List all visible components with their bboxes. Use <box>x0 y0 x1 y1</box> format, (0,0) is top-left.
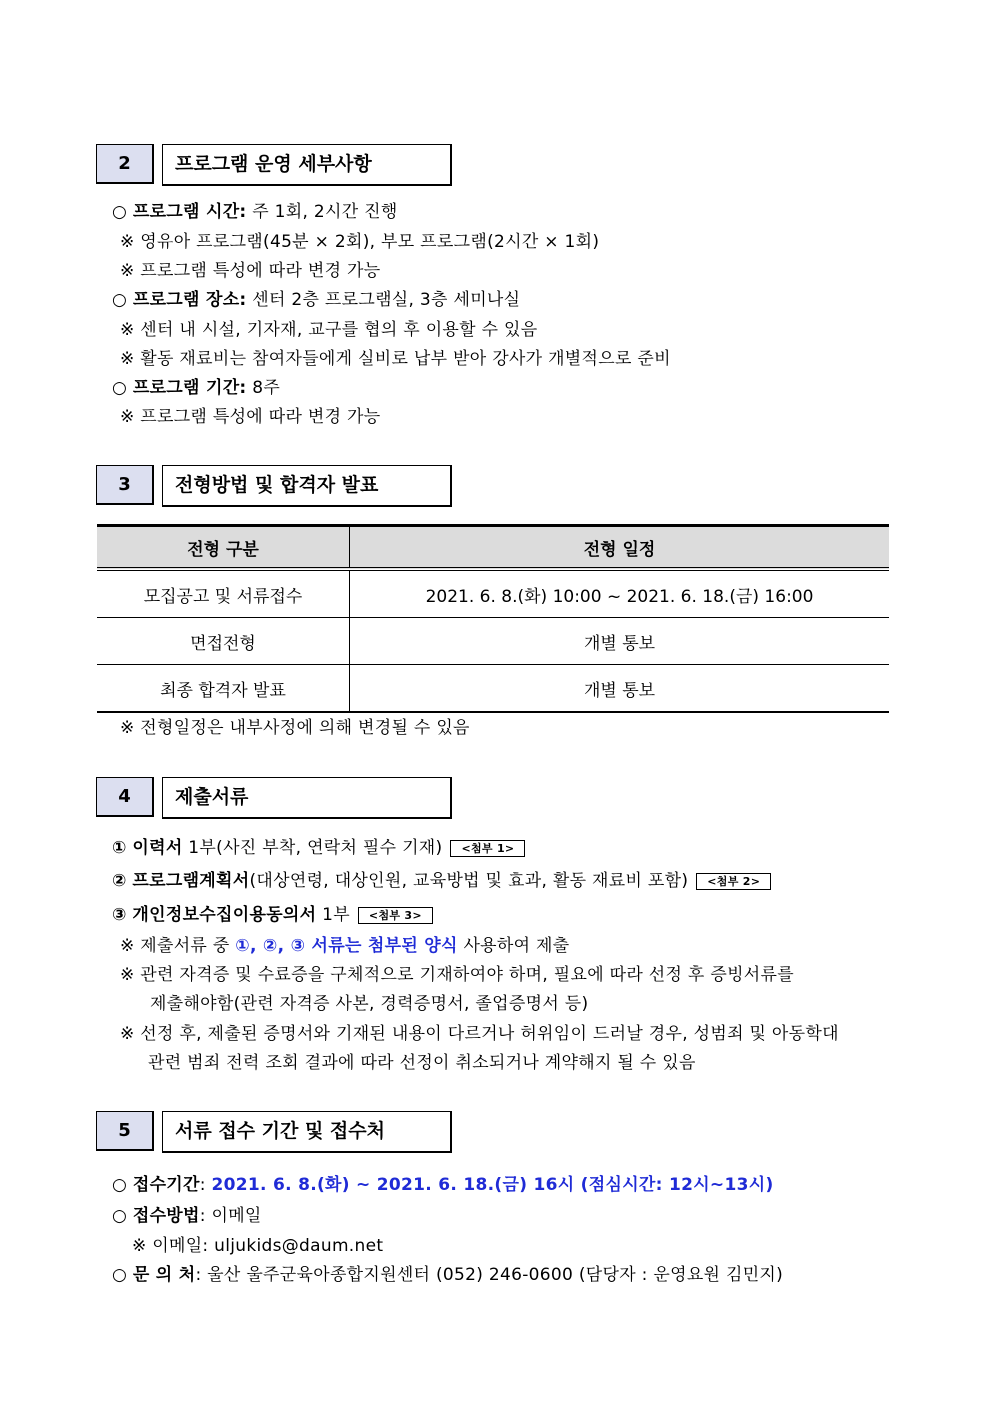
schedule-table <box>97 524 889 713</box>
table-row <box>97 569 889 618</box>
attachment-tag: <첨부 3> <box>358 907 433 924</box>
document-item: ③ 개인정보수집이용동의서 1부 <첨부 3> <box>112 900 433 925</box>
note-line: ※ 영유아 프로그램(45분 × 2회), 부모 프로그램(2시간 × 1회) <box>120 232 600 252</box>
attachment-tag: <첨부 2> <box>696 873 771 890</box>
section-title: 서류 접수 기간 및 접수처 <box>162 1111 452 1153</box>
note-line: ※ 센터 내 시설, 기자재, 교구를 협의 후 이용할 수 있음 <box>120 320 538 340</box>
note-line: 제출해야함(관련 자격증 사본, 경력증명서, 졸업증명서 등) <box>150 994 589 1014</box>
section-number: 5 <box>96 1111 154 1151</box>
note-line: ※ 제출서류 중 ①, ②, ③ 서류는 첨부된 양식 사용하여 제출 <box>120 936 570 956</box>
table-cell: 최종 합격자 발표 <box>97 665 350 713</box>
document-item: ① 이력서 1부(사진 부착, 연락처 필수 기재) <첨부 1> <box>112 833 525 858</box>
table-header: 전형 구분 <box>97 526 350 570</box>
email-note: ※ 이메일: uljukids@daum.net <box>132 1236 384 1256</box>
table-cell: 개별 통보 <box>350 618 890 665</box>
table-row <box>97 665 889 713</box>
program-time-line: ○ 프로그램 시간: 주 1회, 2시간 진행 <box>112 202 398 222</box>
table-row <box>97 618 889 665</box>
table-header-row <box>97 526 889 570</box>
program-place-line: ○ 프로그램 장소: 센터 2층 프로그램실, 3층 세미나실 <box>112 290 521 310</box>
receipt-period-line: ○ 접수기간: 2021. 6. 8.(화) ~ 2021. 6. 18.(금) 16시 (점심시간: 12시~13시) <box>112 1175 774 1195</box>
section-title: 프로그램 운영 세부사항 <box>162 144 452 186</box>
attachment-tag: <첨부 1> <box>450 840 525 857</box>
note-line: ※ 프로그램 특성에 따라 변경 가능 <box>120 261 381 281</box>
program-period-line: ○ 프로그램 기간: 8주 <box>112 378 281 398</box>
note-line: ※ 활동 재료비는 참여자들에게 실비로 납부 받아 강사가 개별적으로 준비 <box>120 349 671 369</box>
section-title: 전형방법 및 합격자 발표 <box>162 465 452 507</box>
note-line: ※ 선정 후, 제출된 증명서와 기재된 내용이 다르거나 허위임이 드러날 경우, 성범죄 및 아동학대 <box>120 1024 839 1044</box>
note-line: ※ 관련 자격증 및 수료증을 구체적으로 기재하여야 하며, 필요에 따라 선정 후 증빙서류를 <box>120 965 794 985</box>
section-number: 3 <box>96 465 154 505</box>
contact-line: ○ 문 의 처: 울산 울주군육아종합지원센터 (052) 246-0600 (담당자 : 운영요원 김민지) <box>112 1265 784 1285</box>
section-number: 4 <box>96 777 154 817</box>
table-cell: 모집공고 및 서류접수 <box>97 569 350 618</box>
document-item: ② 프로그램계획서(대상연령, 대상인원, 교육방법 및 효과, 활동 재료비 포함) <첨부 2> <box>112 866 771 891</box>
section-number: 2 <box>96 144 154 184</box>
note-line: ※ 프로그램 특성에 따라 변경 가능 <box>120 407 381 427</box>
table-cell: 2021. 6. 8.(화) 10:00 ~ 2021. 6. 18.(금) 16:00 <box>350 569 890 618</box>
section-title: 제출서류 <box>162 777 452 819</box>
schedule-note: ※ 전형일정은 내부사정에 의해 변경될 수 있음 <box>120 718 470 738</box>
table-cell: 면접전형 <box>97 618 350 665</box>
receipt-method-line: ○ 접수방법: 이메일 <box>112 1206 262 1226</box>
table-cell: 개별 통보 <box>350 665 890 713</box>
note-line: 관련 범죄 전력 조회 결과에 따라 선정이 취소되거나 계약해지 될 수 있음 <box>148 1053 696 1073</box>
table-header: 전형 일정 <box>350 526 890 570</box>
